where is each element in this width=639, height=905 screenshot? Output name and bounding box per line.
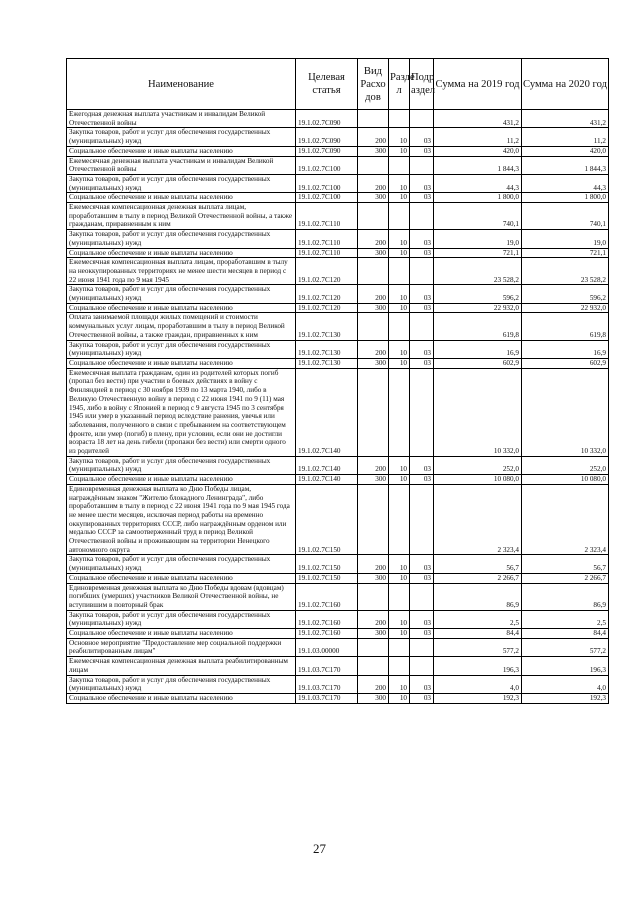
table-header-row bbox=[67, 59, 609, 110]
row-expense-type: 200 bbox=[358, 285, 389, 303]
row-expense-type bbox=[358, 638, 389, 656]
row-sum-2019: 2 266,7 bbox=[434, 573, 522, 583]
row-name: Закупка товаров, работ и услуг для обеспечения государственных (муниципальных) нужд bbox=[67, 230, 296, 248]
table-row bbox=[67, 358, 609, 368]
row-target-article: 19.1.02.7С100 bbox=[296, 156, 358, 174]
row-target-article: 19.1.02.7С130 bbox=[296, 313, 358, 340]
row-sum-2020: 44,3 bbox=[522, 174, 609, 192]
table-row bbox=[67, 555, 609, 573]
row-sum-2020: 577,2 bbox=[522, 638, 609, 656]
row-expense-type: 200 bbox=[358, 675, 389, 693]
row-expense-type: 200 bbox=[358, 456, 389, 474]
row-target-article: 19.1.02.7С140 bbox=[296, 475, 358, 485]
budget-table bbox=[66, 58, 609, 704]
row-subsection: 03 bbox=[410, 675, 434, 693]
table-row bbox=[67, 629, 609, 639]
row-target-article: 19.1.02.7С100 bbox=[296, 193, 358, 203]
row-subsection bbox=[410, 638, 434, 656]
table-row bbox=[67, 303, 609, 313]
row-section bbox=[389, 657, 410, 675]
row-target-article: 19.1.02.7С160 bbox=[296, 610, 358, 628]
row-subsection: 03 bbox=[410, 285, 434, 303]
row-subsection: 03 bbox=[410, 694, 434, 704]
header-sum-2019: Сумма на 2019 год bbox=[434, 59, 522, 110]
row-subsection bbox=[410, 203, 434, 230]
row-sum-2019: 86,9 bbox=[434, 583, 522, 610]
row-subsection: 03 bbox=[410, 230, 434, 248]
table-row bbox=[67, 156, 609, 174]
row-subsection: 03 bbox=[410, 629, 434, 639]
row-sum-2019: 1 844,3 bbox=[434, 156, 522, 174]
row-section bbox=[389, 368, 410, 456]
row-name: Социальное обеспечение и иные выплаты населению bbox=[67, 193, 296, 203]
row-sum-2019: 23 528,2 bbox=[434, 258, 522, 285]
row-sum-2020: 84,4 bbox=[522, 629, 609, 639]
table-row bbox=[67, 583, 609, 610]
row-sum-2019: 721,1 bbox=[434, 248, 522, 258]
row-name: Закупка товаров, работ и услуг для обеспечения государственных (муниципальных) нужд bbox=[67, 285, 296, 303]
row-subsection: 03 bbox=[410, 475, 434, 485]
row-sum-2020: 22 932,0 bbox=[522, 303, 609, 313]
row-sum-2019: 44,3 bbox=[434, 174, 522, 192]
table-row bbox=[67, 610, 609, 628]
row-sum-2019: 11,2 bbox=[434, 128, 522, 146]
header-subsection: Подр аздел bbox=[410, 59, 434, 110]
row-sum-2019: 84,4 bbox=[434, 629, 522, 639]
header-name: Наименование bbox=[67, 59, 296, 110]
row-section bbox=[389, 583, 410, 610]
table-row bbox=[67, 484, 609, 555]
row-sum-2020: 596,2 bbox=[522, 285, 609, 303]
row-target-article: 19.1.02.7С140 bbox=[296, 368, 358, 456]
row-section bbox=[389, 313, 410, 340]
row-expense-type: 300 bbox=[358, 573, 389, 583]
row-section bbox=[389, 484, 410, 555]
row-section: 10 bbox=[389, 340, 410, 358]
row-sum-2019: 196,3 bbox=[434, 657, 522, 675]
row-name: Социальное обеспечение и иные выплаты населению bbox=[67, 248, 296, 258]
row-name: Закупка товаров, работ и услуг для обеспечения государственных (муниципальных) нужд bbox=[67, 340, 296, 358]
row-sum-2020: 1 844,3 bbox=[522, 156, 609, 174]
row-target-article: 19.1.02.7С150 bbox=[296, 555, 358, 573]
row-name: Ежемесячная компенсационная денежная выплата реабилитированным лицам bbox=[67, 657, 296, 675]
row-sum-2020: 252,0 bbox=[522, 456, 609, 474]
row-sum-2020: 2 266,7 bbox=[522, 573, 609, 583]
row-section bbox=[389, 638, 410, 656]
row-expense-type: 300 bbox=[358, 358, 389, 368]
row-sum-2019: 740,1 bbox=[434, 203, 522, 230]
row-sum-2020: 4,0 bbox=[522, 675, 609, 693]
row-subsection: 03 bbox=[410, 193, 434, 203]
row-sum-2019: 431,2 bbox=[434, 110, 522, 128]
row-sum-2020: 19,0 bbox=[522, 230, 609, 248]
row-expense-type bbox=[358, 258, 389, 285]
row-name: Закупка товаров, работ и услуг для обеспечения государственных (муниципальных) нужд bbox=[67, 456, 296, 474]
row-name: Социальное обеспечение и иные выплаты населению bbox=[67, 694, 296, 704]
row-name: Социальное обеспечение и иные выплаты населению bbox=[67, 475, 296, 485]
row-subsection bbox=[410, 258, 434, 285]
row-target-article: 19.1.02.7С090 bbox=[296, 146, 358, 156]
table-row bbox=[67, 285, 609, 303]
row-subsection: 03 bbox=[410, 573, 434, 583]
row-sum-2019: 4,0 bbox=[434, 675, 522, 693]
row-name: Закупка товаров, работ и услуг для обеспечения государственных (муниципальных) нужд bbox=[67, 174, 296, 192]
row-section: 10 bbox=[389, 303, 410, 313]
table-row bbox=[67, 657, 609, 675]
row-sum-2019: 596,2 bbox=[434, 285, 522, 303]
row-sum-2019: 10 332,0 bbox=[434, 368, 522, 456]
row-name: Ежемесячная компенсационная денежная выплата лицам, проработавшим в тылу в период Великой Отечественной войны, а также гражданам, приравненным к ним bbox=[67, 203, 296, 230]
table-row bbox=[67, 475, 609, 485]
row-sum-2020: 619,8 bbox=[522, 313, 609, 340]
row-subsection: 03 bbox=[410, 248, 434, 258]
row-section bbox=[389, 203, 410, 230]
row-sum-2020: 23 528,2 bbox=[522, 258, 609, 285]
row-sum-2020: 10 332,0 bbox=[522, 368, 609, 456]
row-sum-2019: 10 080,0 bbox=[434, 475, 522, 485]
row-target-article: 19.1.02.7С150 bbox=[296, 484, 358, 555]
table-row bbox=[67, 174, 609, 192]
row-name: Единовременная денежная выплата ко Дню Победы вдовам (вдовцам) погибших (умерших) участников Великой Отечественной войны, не вступившим в повторный брак bbox=[67, 583, 296, 610]
row-section: 10 bbox=[389, 146, 410, 156]
row-sum-2020: 420,0 bbox=[522, 146, 609, 156]
row-section: 10 bbox=[389, 456, 410, 474]
row-name: Социальное обеспечение и иные выплаты населению bbox=[67, 303, 296, 313]
row-name: Единовременная денежная выплата ко Дню Победы лицам, награждённым знаком "Жителю блокадного Ленинграда", либо проработавшим в тылу в период с 22 июня 1941 года по 9 мая 1945 года не менее шести месяцев, исключая период работы на временно оккупированных территориях СССР, либо награждённым орденом или медалью СССР за самоотверженный труд в период Великой Отечественной войны и проживающим на территории Ненецкого автономного округа bbox=[67, 484, 296, 555]
row-name: Ежемесячная компенсационная выплата лицам, проработавшим в тылу на неоккупированных территориях не менее шести месяцев в период с 22 июня 1941 года по 9 мая 1945 bbox=[67, 258, 296, 285]
row-section bbox=[389, 258, 410, 285]
row-expense-type: 200 bbox=[358, 555, 389, 573]
row-name: Оплата занимаемой площади жилых помещений и стоимости коммунальных услуг лицам, проработавшим в тылу в период Великой Отечественной войны, а также граждан, приравненных к ним bbox=[67, 313, 296, 340]
row-expense-type: 200 bbox=[358, 230, 389, 248]
row-expense-type bbox=[358, 110, 389, 128]
row-expense-type bbox=[358, 583, 389, 610]
row-sum-2020: 16,9 bbox=[522, 340, 609, 358]
row-section: 10 bbox=[389, 358, 410, 368]
row-sum-2019: 192,3 bbox=[434, 694, 522, 704]
header-sum-2020: Сумма на 2020 год bbox=[522, 59, 609, 110]
row-target-article: 19.1.03.7С170 bbox=[296, 657, 358, 675]
table-row bbox=[67, 230, 609, 248]
row-subsection bbox=[410, 583, 434, 610]
row-section: 10 bbox=[389, 475, 410, 485]
row-expense-type: 200 bbox=[358, 174, 389, 192]
row-section: 10 bbox=[389, 230, 410, 248]
row-target-article: 19.1.03.00000 bbox=[296, 638, 358, 656]
row-name: Социальное обеспечение и иные выплаты населению bbox=[67, 146, 296, 156]
row-sum-2019: 252,0 bbox=[434, 456, 522, 474]
row-subsection: 03 bbox=[410, 610, 434, 628]
row-sum-2020: 10 080,0 bbox=[522, 475, 609, 485]
table-row bbox=[67, 110, 609, 128]
table-row bbox=[67, 313, 609, 340]
table-row bbox=[67, 456, 609, 474]
row-target-article: 19.1.02.7С090 bbox=[296, 128, 358, 146]
row-expense-type: 300 bbox=[358, 193, 389, 203]
row-section: 10 bbox=[389, 248, 410, 258]
row-subsection bbox=[410, 657, 434, 675]
row-expense-type bbox=[358, 368, 389, 456]
row-subsection bbox=[410, 156, 434, 174]
row-section: 10 bbox=[389, 193, 410, 203]
row-subsection bbox=[410, 368, 434, 456]
row-sum-2020: 2,5 bbox=[522, 610, 609, 628]
row-sum-2019: 619,8 bbox=[434, 313, 522, 340]
row-target-article: 19.1.02.7С160 bbox=[296, 583, 358, 610]
row-sum-2020: 602,9 bbox=[522, 358, 609, 368]
row-name: Закупка товаров, работ и услуг для обеспечения государственных (муниципальных) нужд bbox=[67, 610, 296, 628]
row-sum-2020: 1 800,0 bbox=[522, 193, 609, 203]
row-target-article: 19.1.02.7С130 bbox=[296, 340, 358, 358]
row-sum-2019: 22 932,0 bbox=[434, 303, 522, 313]
row-section: 10 bbox=[389, 694, 410, 704]
row-target-article: 19.1.02.7С160 bbox=[296, 629, 358, 639]
row-sum-2019: 2 323,4 bbox=[434, 484, 522, 555]
row-target-article: 19.1.02.7С150 bbox=[296, 573, 358, 583]
row-section: 10 bbox=[389, 555, 410, 573]
budget-page bbox=[66, 58, 608, 704]
row-expense-type bbox=[358, 657, 389, 675]
row-expense-type bbox=[358, 484, 389, 555]
row-name: Закупка товаров, работ и услуг для обеспечения государственных (муниципальных) нужд bbox=[67, 128, 296, 146]
row-section bbox=[389, 110, 410, 128]
row-subsection: 03 bbox=[410, 303, 434, 313]
row-section: 10 bbox=[389, 610, 410, 628]
row-sum-2019: 56,7 bbox=[434, 555, 522, 573]
row-sum-2020: 56,7 bbox=[522, 555, 609, 573]
row-sum-2020: 740,1 bbox=[522, 203, 609, 230]
row-expense-type: 200 bbox=[358, 340, 389, 358]
row-target-article: 19.1.02.7С120 bbox=[296, 285, 358, 303]
row-name: Социальное обеспечение и иные выплаты населению bbox=[67, 629, 296, 639]
row-expense-type: 200 bbox=[358, 610, 389, 628]
row-name: Ежемесячная денежная выплата участникам и инвалидам Великой Отечественной войны bbox=[67, 156, 296, 174]
table-row bbox=[67, 193, 609, 203]
table-row bbox=[67, 146, 609, 156]
row-target-article: 19.1.02.7С110 bbox=[296, 230, 358, 248]
row-sum-2020: 2 323,4 bbox=[522, 484, 609, 555]
table-row bbox=[67, 203, 609, 230]
row-expense-type: 300 bbox=[358, 475, 389, 485]
row-section: 10 bbox=[389, 629, 410, 639]
row-subsection: 03 bbox=[410, 340, 434, 358]
table-body bbox=[67, 110, 609, 704]
row-sum-2020: 11,2 bbox=[522, 128, 609, 146]
table-row bbox=[67, 248, 609, 258]
row-sum-2020: 86,9 bbox=[522, 583, 609, 610]
row-subsection bbox=[410, 110, 434, 128]
row-name: Социальное обеспечение и иные выплаты населению bbox=[67, 573, 296, 583]
table-row bbox=[67, 258, 609, 285]
row-expense-type bbox=[358, 156, 389, 174]
row-section: 10 bbox=[389, 573, 410, 583]
row-expense-type: 300 bbox=[358, 629, 389, 639]
row-target-article: 19.1.02.7С140 bbox=[296, 456, 358, 474]
row-target-article: 19.1.02.7С120 bbox=[296, 258, 358, 285]
row-sum-2019: 420,0 bbox=[434, 146, 522, 156]
row-subsection: 03 bbox=[410, 555, 434, 573]
row-name: Ежегодная денежная выплата участникам и инвалидам Великой Отечественной войны bbox=[67, 110, 296, 128]
row-target-article: 19.1.03.7С170 bbox=[296, 694, 358, 704]
row-target-article: 19.1.02.7С090 bbox=[296, 110, 358, 128]
row-name: Основное мероприятие "Предоставление мер социальной поддержки реабилитированным лицам" bbox=[67, 638, 296, 656]
row-subsection: 03 bbox=[410, 146, 434, 156]
row-expense-type: 200 bbox=[358, 128, 389, 146]
row-target-article: 19.1.02.7С110 bbox=[296, 203, 358, 230]
table-row bbox=[67, 675, 609, 693]
row-sum-2019: 577,2 bbox=[434, 638, 522, 656]
row-section: 10 bbox=[389, 675, 410, 693]
header-section: Разде л bbox=[389, 59, 410, 110]
row-subsection: 03 bbox=[410, 456, 434, 474]
row-sum-2019: 602,9 bbox=[434, 358, 522, 368]
row-expense-type bbox=[358, 203, 389, 230]
row-name: Закупка товаров, работ и услуг для обеспечения государственных (муниципальных) нужд bbox=[67, 675, 296, 693]
table-row bbox=[67, 573, 609, 583]
row-expense-type bbox=[358, 313, 389, 340]
table-row bbox=[67, 638, 609, 656]
row-section: 10 bbox=[389, 174, 410, 192]
row-sum-2020: 192,3 bbox=[522, 694, 609, 704]
row-sum-2019: 19,0 bbox=[434, 230, 522, 248]
row-name: Ежемесячная выплата гражданам, один из родителей которых погиб (пропал без вести) при участии в боевых действиях в войну с Финляндией в период с 30 ноября 1939 по 13 марта 1940, либо в Великую Отечественную войну в период с 22 июня 1941 по 9 (11) мая 1945, либо в войну с Японией в период с 9 августа 1945 по 3 сентября 1945 или умер в указанный период вследствие ранения, увечья или заболевания, полученного в связи с пребыванием на соответствующем фронте, или умер (погиб) в плену, при условии, если они не достигли возраста 18 лет на день гибели (пропажи без вести) или смерти одного из родителей bbox=[67, 368, 296, 456]
row-name: Закупка товаров, работ и услуг для обеспечения государственных (муниципальных) нужд bbox=[67, 555, 296, 573]
row-subsection: 03 bbox=[410, 128, 434, 146]
row-sum-2019: 16,9 bbox=[434, 340, 522, 358]
row-sum-2020: 196,3 bbox=[522, 657, 609, 675]
row-subsection bbox=[410, 484, 434, 555]
row-expense-type: 300 bbox=[358, 248, 389, 258]
header-expense-type: Вид Расхо дов bbox=[358, 59, 389, 110]
table-row bbox=[67, 340, 609, 358]
header-target-article: Целевая статья bbox=[296, 59, 358, 110]
row-section bbox=[389, 156, 410, 174]
row-subsection: 03 bbox=[410, 358, 434, 368]
row-target-article: 19.1.02.7С100 bbox=[296, 174, 358, 192]
row-target-article: 19.1.02.7С120 bbox=[296, 303, 358, 313]
row-section: 10 bbox=[389, 128, 410, 146]
row-subsection bbox=[410, 313, 434, 340]
row-sum-2019: 1 800,0 bbox=[434, 193, 522, 203]
page-number: 27 bbox=[313, 841, 326, 856]
row-expense-type: 300 bbox=[358, 694, 389, 704]
row-section: 10 bbox=[389, 285, 410, 303]
row-sum-2019: 2,5 bbox=[434, 610, 522, 628]
row-target-article: 19.1.02.7С130 bbox=[296, 358, 358, 368]
table-row bbox=[67, 694, 609, 704]
row-expense-type: 300 bbox=[358, 303, 389, 313]
row-expense-type: 300 bbox=[358, 146, 389, 156]
row-target-article: 19.1.02.7С110 bbox=[296, 248, 358, 258]
row-sum-2020: 431,2 bbox=[522, 110, 609, 128]
row-subsection: 03 bbox=[410, 174, 434, 192]
table-row bbox=[67, 368, 609, 456]
row-sum-2020: 721,1 bbox=[522, 248, 609, 258]
row-name: Социальное обеспечение и иные выплаты населению bbox=[67, 358, 296, 368]
row-target-article: 19.1.03.7С170 bbox=[296, 675, 358, 693]
table-row bbox=[67, 128, 609, 146]
